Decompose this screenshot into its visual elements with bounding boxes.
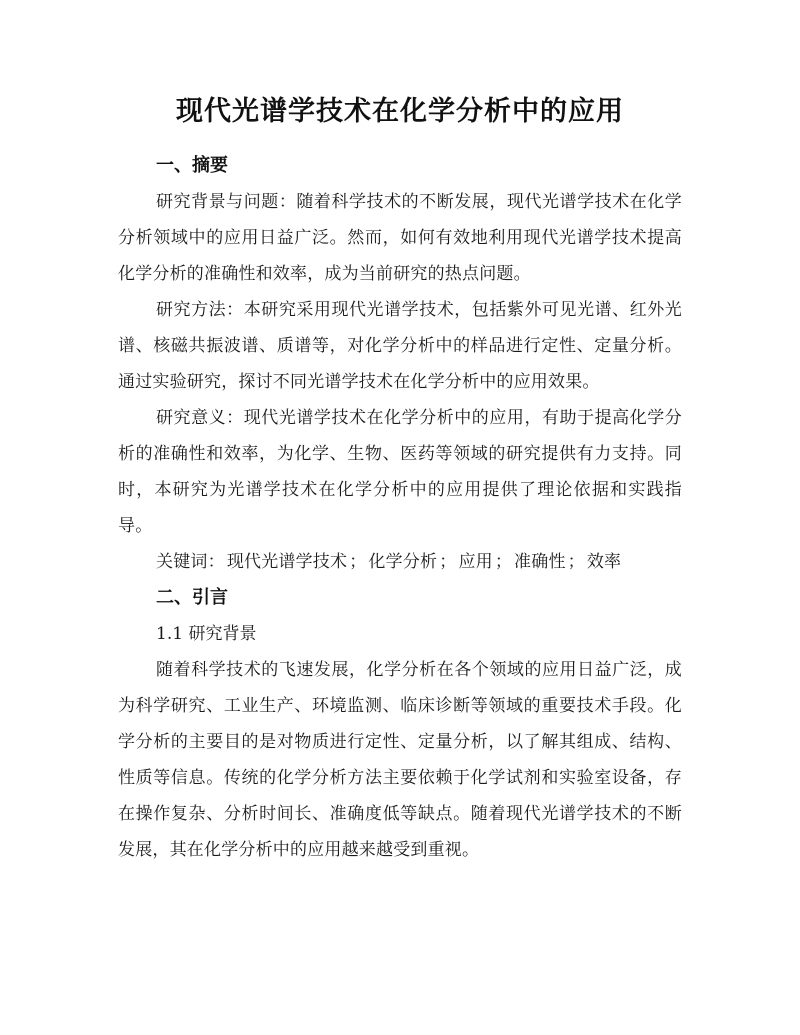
keywords-label: 关键词： <box>156 552 225 572</box>
keyword-item: 应用 <box>458 552 493 572</box>
abstract-paragraph-background: 研究背景与问题：随着科学技术的不断发展，现代光谱学技术在化学分析领域中的应用日益广泛。然而，如何有效地利用现代光谱学技术提高化学分析的准确性和效率，成为当前研究的热点问题。 <box>118 192 682 284</box>
abstract-paragraph-significance: 研究意义：现代光谱学技术在化学分析中的应用，有助于提高化学分析的准确性和效率，为化学、生物、医药等领域的研究提供有力支持。同时，本研究为光谱学技术在化学分析中的应用提供了理论依据和实践指导。 <box>118 408 682 536</box>
keyword-item: 效率 <box>586 552 622 572</box>
keyword-separator: ； <box>494 552 513 572</box>
keyword-item: 化学分析 <box>368 552 438 572</box>
abstract-heading: 一、摘要 <box>156 155 228 176</box>
keyword-item: 准确性 <box>514 552 566 572</box>
subsection-title: 1.1 研究背景 <box>156 624 257 644</box>
keyword-separator: ； <box>439 552 457 572</box>
introduction-paragraph: 随着科学技术的飞速发展，化学分析在各个领域的应用日益广泛，成为科学研究、工业生产、环境监测、临床诊断等领域的重要技术手段。化学分析的主要目的是对物质进行定性、定量分析，以了解其组成、结构、性质等信息。传统的化学分析方法主要依赖于化学试剂和实验室设备，存在操作复杂、分析时间长、准确度低等缺点。随着现代光谱学技术的不断发展，其在化学分析中的应用越来越受到重视。 <box>118 660 682 860</box>
keyword-item: 现代光谱学技术 <box>226 552 348 572</box>
introduction-heading: 二、引言 <box>156 587 228 608</box>
abstract-paragraph-methods: 研究方法：本研究采用现代光谱学技术，包括紫外可见光谱、红外光谱、核磁共振波谱、质谱等，对化学分析中的样品进行定性、定量分析。通过实验研究，探讨不同光谱学技术在化学分析中的应用效果。 <box>118 300 682 392</box>
keyword-separator: ； <box>567 552 585 572</box>
keyword-separator: ； <box>349 552 367 572</box>
document-title: 现代光谱学技术在化学分析中的应用 <box>176 96 624 127</box>
keywords-line <box>118 544 682 580</box>
